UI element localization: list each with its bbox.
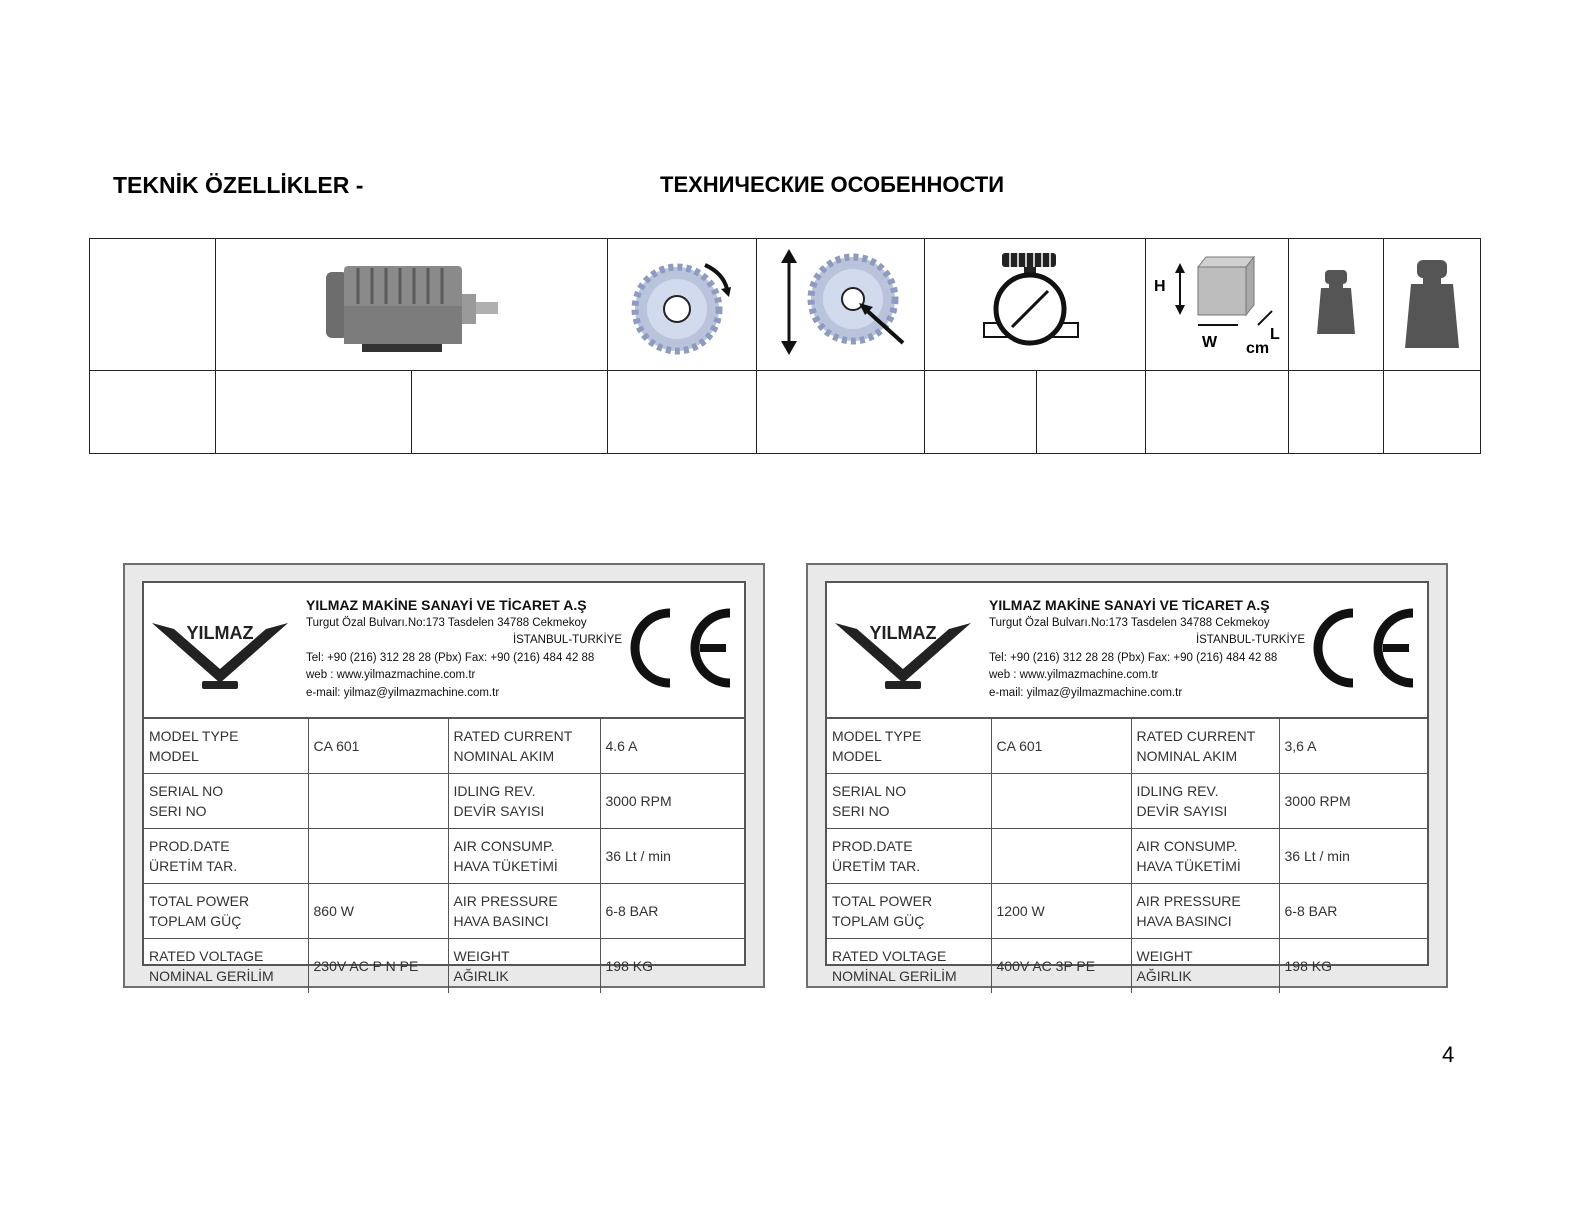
row-label-tr: AĞIRLIK <box>453 968 509 984</box>
row-label-tr: ÜRETİM TAR. <box>149 858 238 874</box>
yilmaz-logo <box>150 613 295 695</box>
row-label-en: RATED VOLTAGE <box>832 948 947 964</box>
row-label-tr: HAVA TÜKETİMİ <box>1136 858 1241 874</box>
row-value: 3,6 A <box>1279 719 1427 774</box>
row-value: 230V AC P N PE <box>308 939 448 994</box>
spec-header-empty <box>90 239 216 371</box>
row-label <box>827 719 991 774</box>
nameplate-row <box>827 829 1427 884</box>
row-label-en: MODEL TYPE <box>832 728 922 744</box>
row-label-tr: MODEL <box>832 748 882 764</box>
nameplate-row <box>144 829 744 884</box>
row-label-tr: ÜRETİM TAR. <box>832 858 921 874</box>
row-label-en: SERIAL NO <box>832 783 907 799</box>
company-email: e-mail: yilmaz@yilmazmachine.com.tr <box>989 686 1183 699</box>
logo-text: YILMAZ <box>186 623 254 643</box>
nameplate-three-phase <box>806 563 1448 988</box>
row-label-en: RATED VOLTAGE <box>149 948 264 964</box>
row-label-tr: MODEL <box>149 748 199 764</box>
spec-header-gross-weight <box>1384 239 1481 371</box>
row-label-tr: DEVİR SAYISI <box>1136 803 1228 819</box>
spec-value-cell <box>1146 370 1289 453</box>
row-label-en: MODEL TYPE <box>149 728 239 744</box>
nameplate-table <box>144 719 744 993</box>
spec-value-cell <box>925 370 1037 453</box>
row-value <box>991 774 1131 829</box>
row-label <box>448 884 600 939</box>
nameplate-row <box>827 774 1427 829</box>
row-label <box>1131 884 1279 939</box>
row-label <box>1131 719 1279 774</box>
row-value: 4.6 A <box>600 719 744 774</box>
row-value: 3000 RPM <box>600 774 744 829</box>
dimension-unit: cm <box>1245 339 1269 357</box>
company-phone: Tel: +90 (216) 312 28 28 (Pbx) Fax: +90 (216) 484 42 88 <box>989 651 1278 664</box>
weight-large-icon <box>1399 252 1465 352</box>
weight-icon <box>1311 262 1361 342</box>
row-label <box>448 939 600 994</box>
row-value <box>308 829 448 884</box>
company-city: İSTANBUL-TURKİYE <box>512 634 622 646</box>
row-label <box>827 939 991 994</box>
spec-value-cell <box>1289 370 1384 453</box>
spec-header-blade-diameter <box>757 239 925 371</box>
row-label-en: PROD.DATE <box>149 838 230 854</box>
row-value <box>991 829 1131 884</box>
row-label <box>1131 829 1279 884</box>
row-label-en: PROD.DATE <box>832 838 913 854</box>
row-value: 860 W <box>308 884 448 939</box>
row-label-tr: NOMINAL AKIM <box>1136 748 1238 764</box>
nameplate-row <box>144 939 744 994</box>
company-address: Turgut Özal Bulvarı.No:173 Tasdelen 34788 Cekmekoy <box>989 616 1270 629</box>
company-name: YILMAZ MAKİNE SANAYİ VE TİCARET A.Ş <box>306 597 587 613</box>
spec-header-motor <box>216 239 608 371</box>
row-label-tr: SERI NO <box>832 803 890 819</box>
row-label-en: IDLING REV. <box>1136 783 1219 799</box>
row-label-en: AIR PRESSURE <box>453 893 558 909</box>
row-label <box>144 884 308 939</box>
row-label-tr: HAVA BASINCI <box>1136 913 1232 929</box>
row-label-en: AIR CONSUMP. <box>1136 838 1238 854</box>
nameplate-table <box>827 719 1427 993</box>
row-label-tr: NOMİNAL GERİLİM <box>832 968 957 984</box>
row-label-en: RATED CURRENT <box>453 728 573 744</box>
spec-header-blade-rotation <box>608 239 757 371</box>
yilmaz-logo <box>833 613 978 695</box>
row-label <box>144 774 308 829</box>
row-label-en: IDLING REV. <box>453 783 536 799</box>
spec-value-cell <box>757 370 925 453</box>
dimension-label-h: H <box>1153 277 1166 295</box>
nameplate-row <box>827 719 1427 774</box>
spec-value-cell <box>608 370 757 453</box>
row-label-tr: SERI NO <box>149 803 207 819</box>
row-label <box>144 719 308 774</box>
row-value: 3000 RPM <box>1279 774 1427 829</box>
row-value: 400V AC 3P PE <box>991 939 1131 994</box>
heading-russian: ТЕХНИЧЕСКИЕ ОСОБЕННОСТИ <box>660 172 1005 197</box>
row-label-tr: HAVA TÜKETİMİ <box>453 858 558 874</box>
spec-value-cell <box>1384 370 1481 453</box>
row-label-en: TOTAL POWER <box>149 893 250 909</box>
company-web: web : www.yilmazmachine.com.tr <box>989 669 1159 681</box>
row-label-tr: HAVA BASINCI <box>453 913 549 929</box>
row-label-en: WEIGHT <box>1136 948 1193 964</box>
company-name: YILMAZ MAKİNE SANAYİ VE TİCARET A.Ş <box>989 597 1270 613</box>
row-label <box>448 719 600 774</box>
saw-blade-rotation-icon <box>627 247 737 357</box>
row-label-en: RATED CURRENT <box>1136 728 1256 744</box>
company-web: web : www.yilmazmachine.com.tr <box>306 669 476 681</box>
spec-header-pressure <box>925 239 1146 371</box>
row-label <box>827 774 991 829</box>
spec-value-cell <box>412 370 608 453</box>
row-label <box>144 939 308 994</box>
ce-mark-icon <box>626 603 736 693</box>
dimension-label-l: L <box>1269 325 1280 343</box>
row-label-en: AIR CONSUMP. <box>453 838 555 854</box>
row-value: 1200 W <box>991 884 1131 939</box>
row-label <box>827 829 991 884</box>
row-label-en: TOTAL POWER <box>832 893 933 909</box>
electric-motor-icon <box>322 242 502 362</box>
row-value: CA 601 <box>308 719 448 774</box>
saw-blade-diameter-icon <box>771 247 911 357</box>
nameplate-single-phase <box>123 563 765 988</box>
row-label-tr: NOMİNAL GERİLİM <box>149 968 274 984</box>
row-label <box>1131 939 1279 994</box>
row-value: 198 KG <box>1279 939 1427 994</box>
company-phone: Tel: +90 (216) 312 28 28 (Pbx) Fax: +90 (216) 484 42 88 <box>306 651 595 664</box>
row-label-tr: AĞIRLIK <box>1136 968 1192 984</box>
company-email: e-mail: yilmaz@yilmazmachine.com.tr <box>306 686 500 699</box>
row-value: 6-8 BAR <box>1279 884 1427 939</box>
row-label <box>827 884 991 939</box>
row-value: 36 Lt / min <box>600 829 744 884</box>
company-address: Turgut Özal Bulvarı.No:173 Tasdelen 34788 Cekmekoy <box>306 616 587 629</box>
dimension-label-w: W <box>1201 333 1217 351</box>
row-label-tr: NOMINAL AKIM <box>453 748 555 764</box>
row-label <box>1131 774 1279 829</box>
row-label-tr: TOPLAM GÜÇ <box>149 913 242 929</box>
row-value: 6-8 BAR <box>600 884 744 939</box>
row-label-en: AIR PRESSURE <box>1136 893 1241 909</box>
page-number: 4 <box>1442 1042 1455 1067</box>
logo-text: YILMAZ <box>869 623 937 643</box>
nameplate-row <box>827 884 1427 939</box>
spec-header-net-weight <box>1289 239 1384 371</box>
spec-table <box>89 238 1481 454</box>
row-label <box>448 829 600 884</box>
row-value: 198 KG <box>600 939 744 994</box>
heading-turkish: TEKNİK ÖZELLİKLER - <box>113 172 364 198</box>
nameplate-row <box>144 774 744 829</box>
nameplate-row <box>827 939 1427 994</box>
row-label-en: WEIGHT <box>453 948 510 964</box>
spec-header-dimensions <box>1146 239 1289 371</box>
nameplate-row <box>144 719 744 774</box>
pressure-gauge-icon <box>980 247 1090 357</box>
row-value: 36 Lt / min <box>1279 829 1427 884</box>
row-label <box>448 774 600 829</box>
row-value <box>308 774 448 829</box>
row-value: CA 601 <box>991 719 1131 774</box>
row-label <box>144 829 308 884</box>
company-city: İSTANBUL-TURKİYE <box>1195 634 1305 646</box>
spec-value-cell <box>1037 370 1146 453</box>
spec-value-cell <box>90 370 216 453</box>
nameplate-row <box>144 884 744 939</box>
row-label-tr: DEVİR SAYISI <box>453 803 545 819</box>
row-label-en: SERIAL NO <box>149 783 224 799</box>
row-label-tr: TOPLAM GÜÇ <box>832 913 925 929</box>
spec-value-cell <box>216 370 412 453</box>
box-dimensions-icon <box>1150 247 1285 357</box>
ce-mark-icon <box>1309 603 1419 693</box>
